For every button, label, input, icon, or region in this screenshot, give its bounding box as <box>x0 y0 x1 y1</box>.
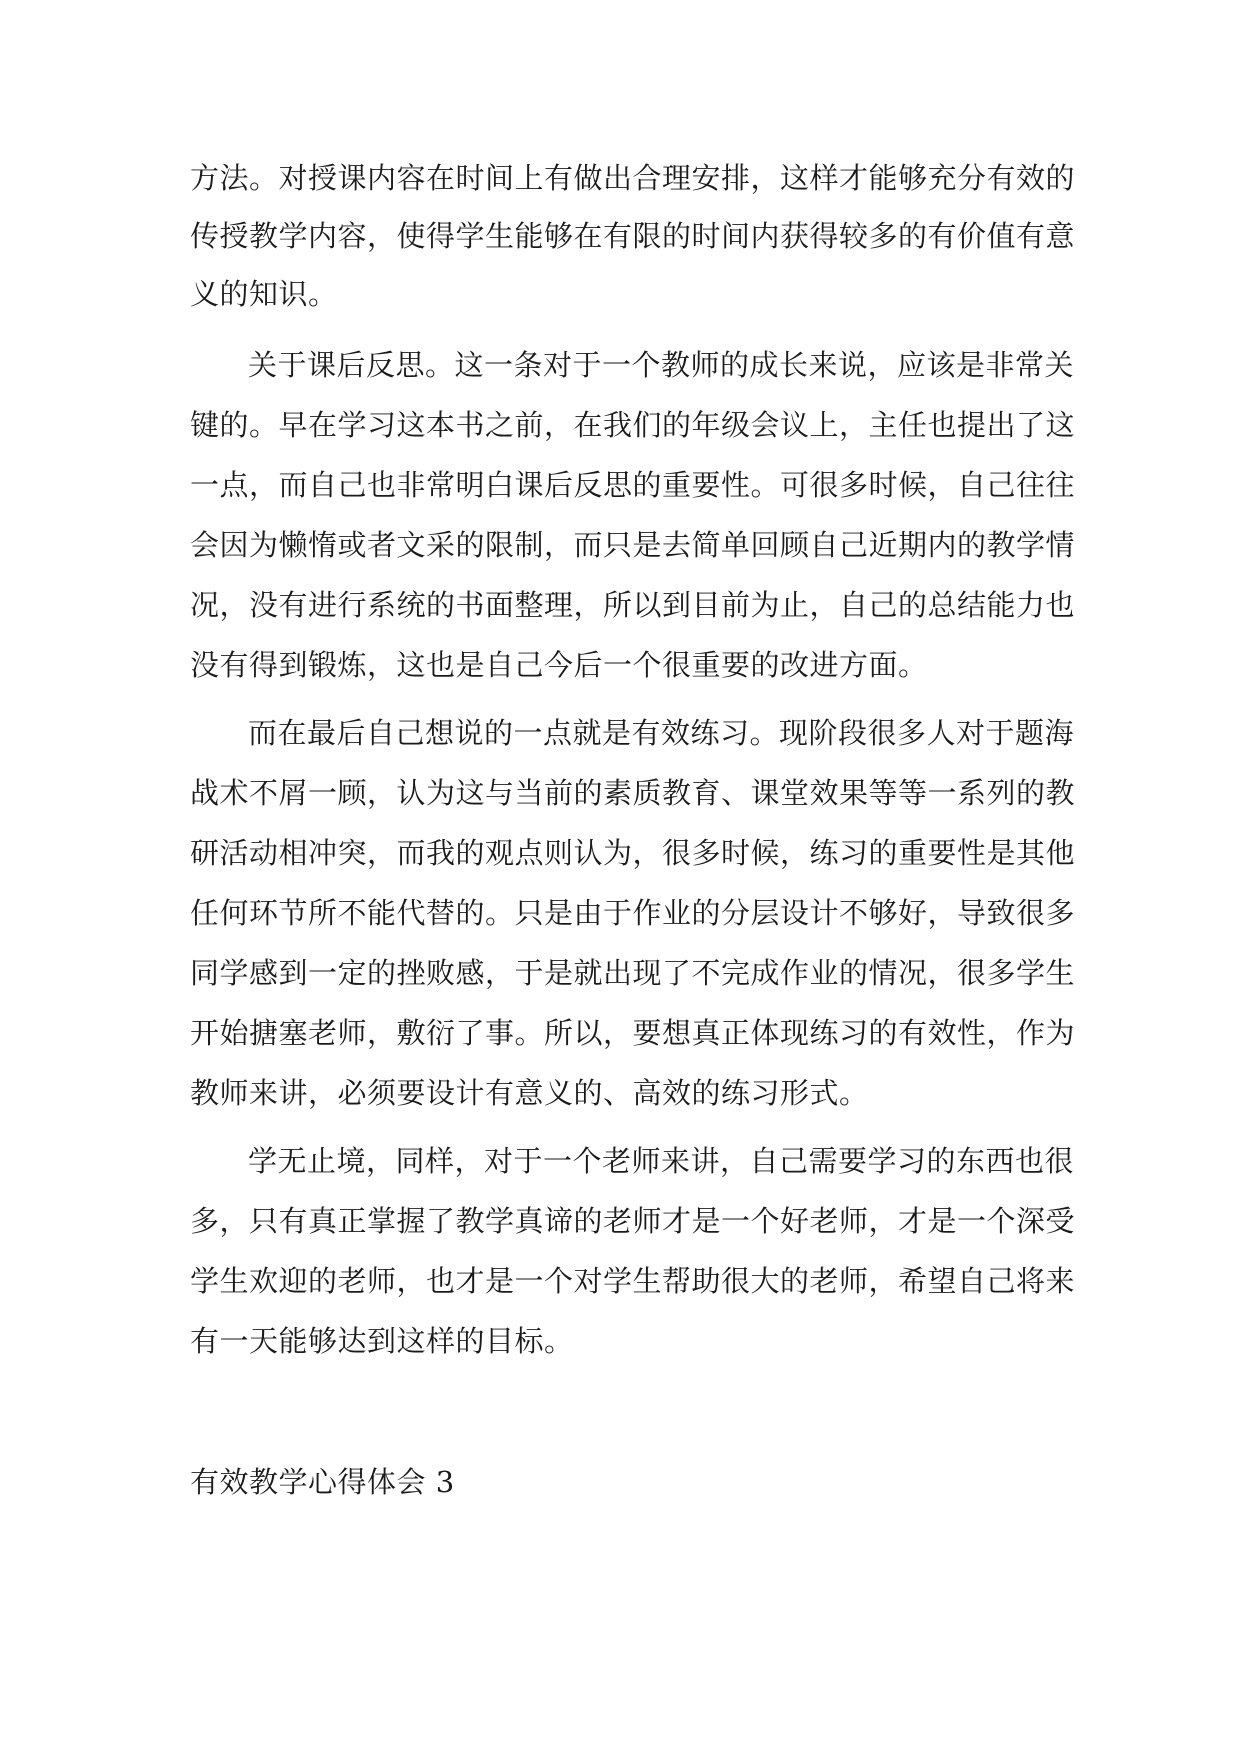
paragraph-3-line-6: 开始搪塞老师，敷衍了事。所以，要想真正体现练习的有效性，作为 <box>190 1016 1076 1050</box>
paragraph-2-line-1: 关于课后反思。这一条对于一个教师的成长来说，应该是非常关 <box>248 348 1075 382</box>
paragraph-4-line-2: 多，只有真正掌握了教学真谛的老师才是一个好老师，才是一个深受 <box>190 1204 1076 1238</box>
paragraph-3-line-5: 同学感到一定的挫败感，于是就出现了不完成作业的情况，很多学生 <box>190 956 1076 990</box>
paragraph-3-line-1: 而在最后自己想说的一点就是有效练习。现阶段很多人对于题海 <box>248 716 1075 750</box>
paragraph-1-line-3: 义的知识。 <box>190 277 338 311</box>
paragraph-2-line-4: 会因为懒惰或者文采的限制，而只是去简单回顾自己近期内的教学情 <box>190 528 1076 562</box>
paragraph-4-line-1: 学无止境，同样，对于一个老师来讲，自己需要学习的东西也很 <box>248 1144 1075 1178</box>
paragraph-2-line-6: 没有得到锻炼，这也是自己今后一个很重要的改进方面。 <box>190 648 928 682</box>
paragraph-1-line-2: 传授教学内容，使得学生能够在有限的时间内获得较多的有价值有意 <box>190 219 1076 253</box>
paragraph-2-line-3: 一点，而自己也非常明白课后反思的重要性。可很多时候，自己往往 <box>190 468 1076 502</box>
paragraph-4-line-4: 有一天能够达到这样的目标。 <box>190 1324 574 1358</box>
section-heading: 有效教学心得体会 3 <box>190 1465 455 1499</box>
paragraph-1-line-1: 方法。对授课内容在时间上有做出合理安排，这样才能够充分有效的 <box>190 161 1076 195</box>
paragraph-3-line-4: 任何环节所不能代替的。只是由于作业的分层设计不够好，导致很多 <box>190 896 1076 930</box>
paragraph-3-line-2: 战术不屑一顾，认为这与当前的素质教育、课堂效果等等一系列的教 <box>190 776 1076 810</box>
paragraph-2-line-5: 况，没有进行系统的书面整理，所以到目前为止，自己的总结能力也 <box>190 588 1076 622</box>
paragraph-3-line-3: 研活动相冲突，而我的观点则认为，很多时候，练习的重要性是其他 <box>190 836 1076 870</box>
paragraph-3-line-7: 教师来讲，必须要设计有意义的、高效的练习形式。 <box>190 1076 869 1110</box>
paragraph-4-line-3: 学生欢迎的老师，也才是一个对学生帮助很大的老师，希望自己将来 <box>190 1264 1076 1298</box>
paragraph-2-line-2: 键的。早在学习这本书之前，在我们的年级会议上，主任也提出了这 <box>190 408 1076 442</box>
